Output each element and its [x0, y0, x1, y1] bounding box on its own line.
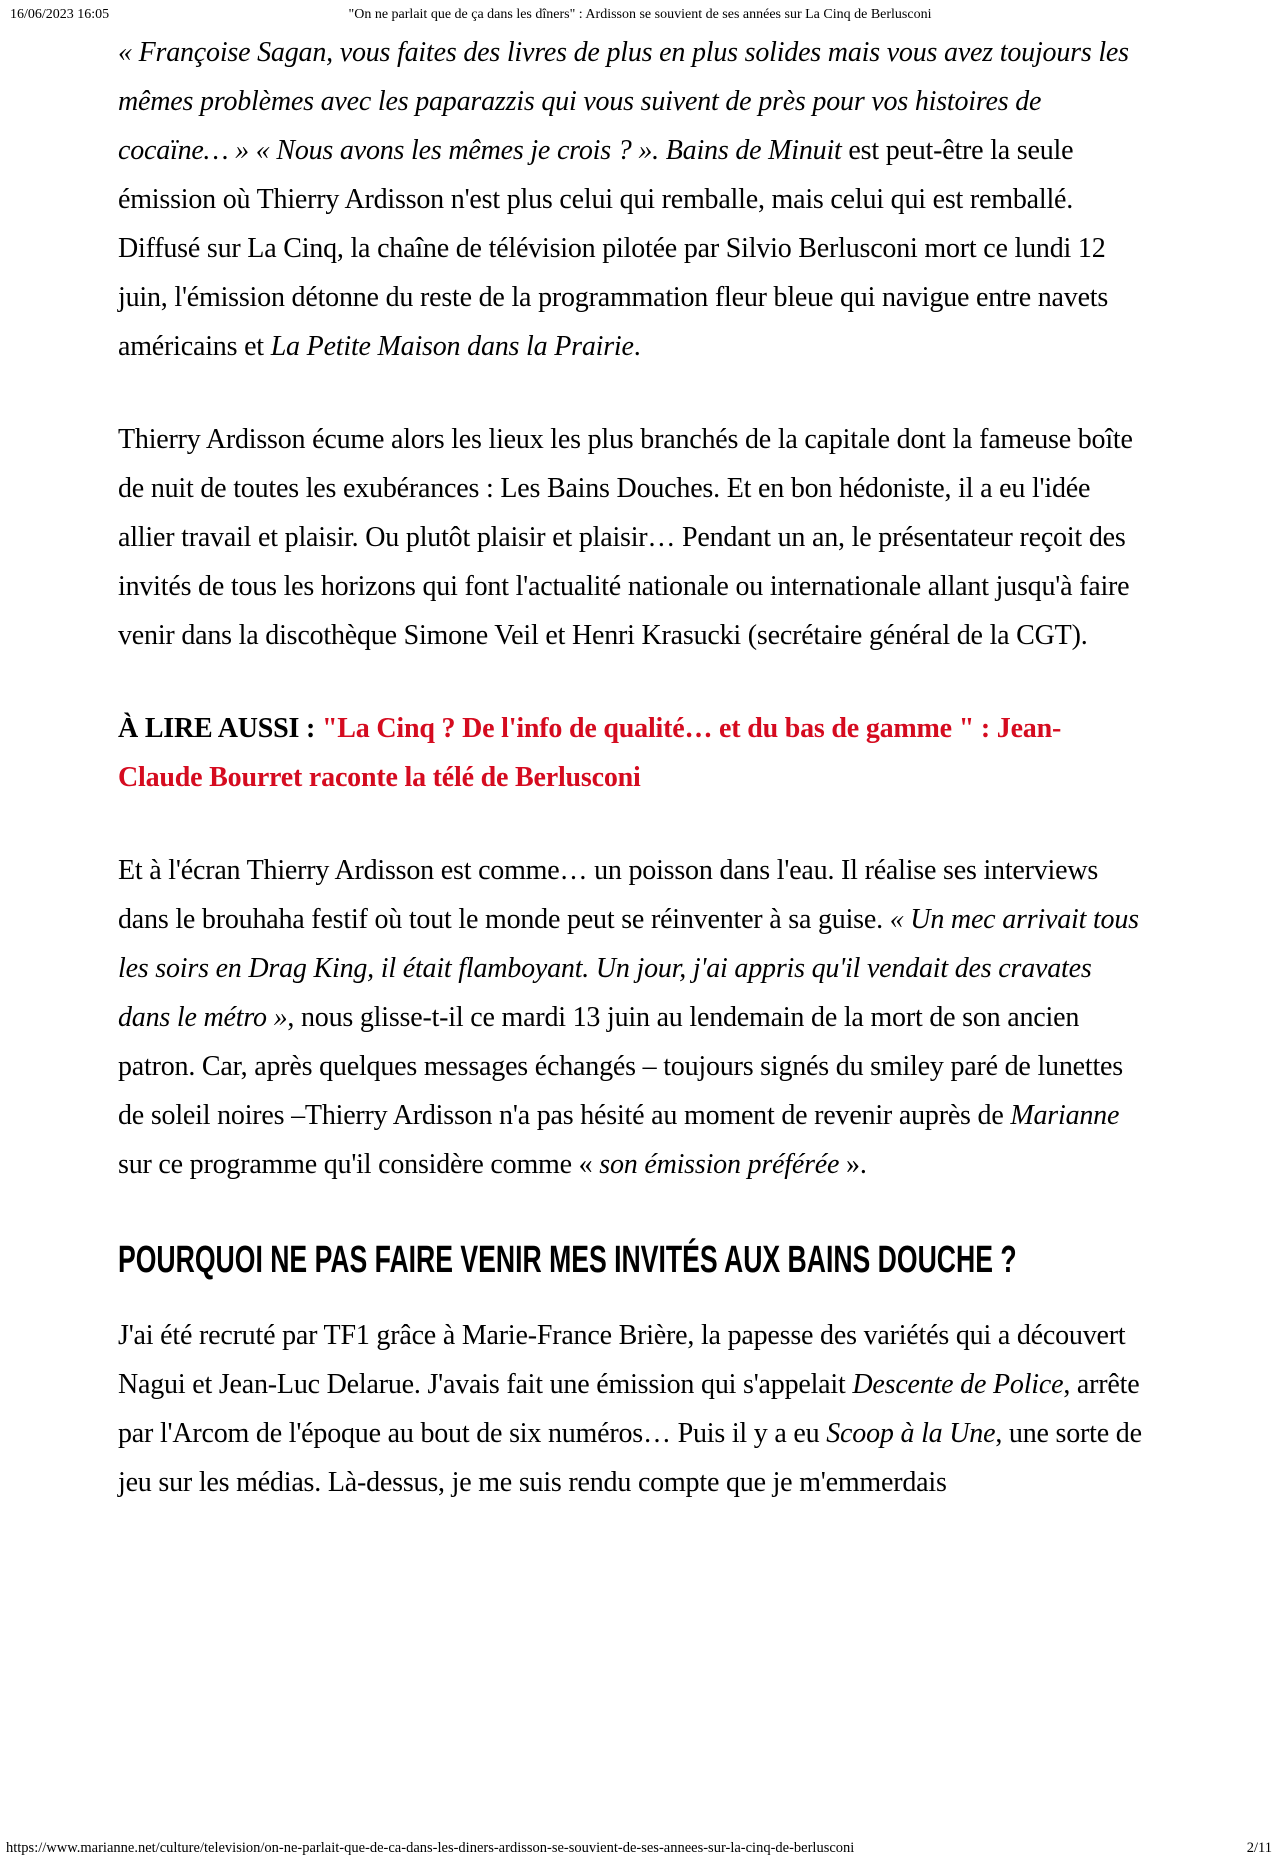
read-also-link[interactable]: "La Cinq ? De l'info de qualité… et du bas de gamme " : Jean-Claude Bourret raconte la télé de Berlusconi [118, 713, 1062, 793]
text-run: son émission préférée [599, 1149, 840, 1180]
page-number: 2/11 [1246, 1840, 1272, 1856]
print-datetime: 16/06/2023 16:05 [10, 7, 110, 22]
text-run: Et à l'écran Thierry Ardisson est comme… un poisson dans l'eau. Il réalise ses interviews dans le brouhaha festif où tout le monde peut se réinventer à sa guise. [118, 855, 1099, 935]
text-run: , nous glisse-t-il ce mardi 13 juin au lendemain de la mort de son ancien patron. Car, après quelques messages échangés – toujours signés du smiley paré de lunettes de soleil noires –Thierry Ardisson n'a pas hésité au moment de revenir auprès de [118, 1002, 1123, 1131]
article-paragraph [118, 846, 1142, 1189]
section-heading-text: POURQUOI NE PAS FAIRE VENIR MES INVITÉS AUX BAINS DOUCHE ? [118, 1239, 1017, 1281]
text-run: Thierry Ardisson écume alors les lieux les plus branchés de la capitale dont la fameuse boîte de nuit de toutes les exubérances : Les Bains Douches. Et en bon hédoniste, il a eu l'idée allier travail et plaisir. Ou plutôt plaisir et plaisir… Pendant un an, le présentateur reçoit des invités de tous les horizons qui font l'actualité nationale ou internationale allant jusqu'à faire venir dans la discothèque Simone Veil et Henri Krasucki (secrétaire général de la CGT). [118, 424, 1133, 651]
text-run: Scoop à la Une [826, 1418, 996, 1449]
text-run: La Petite Maison dans la Prairie [270, 331, 634, 362]
text-run: ». [839, 1149, 867, 1180]
article-body [118, 28, 1142, 1551]
section-heading [118, 1239, 1142, 1281]
text-run: , une sorte de jeu sur les médias. Là-dessus, je me suis rendu compte que je m'emmerdais [118, 1418, 1142, 1498]
text-run: À LIRE AUSSI : [118, 713, 322, 744]
source-url: https://www.marianne.net/culture/television/on-ne-parlait-que-de-ca-dans-les-diners-ardisson-se-souvient-de-ses-annees-sur-la-cinq-de-berlusconi [6, 1840, 855, 1856]
read-also-block [118, 704, 1142, 802]
text-run: , arrête par l'Arcom de l'époque au bout de six numéros… Puis il y a eu [118, 1369, 1140, 1449]
text-run: J'ai été recruté par TF1 grâce à Marie-France Brière, la papesse des variétés qui a découvert Nagui et Jean-Luc Delarue. J'avais fait une émission qui s'appelait [118, 1320, 1126, 1400]
print-document-title: "On ne parlait que de ça dans les dîners" : Ardisson se souvient de ses années sur La Cinq de Berlusconi [348, 7, 932, 22]
text-run: Descente de Police [852, 1369, 1064, 1400]
text-run: Bains de Minuit [665, 135, 842, 166]
text-run: « Françoise Sagan, vous faites des livres de plus en plus solides mais vous avez toujours les mêmes problèmes avec les paparazzis qui vous suivent de près pour vos histoires de cocaïne… » « Nous avons les mêmes je crois ? ». [118, 37, 1129, 166]
article-paragraph [118, 415, 1142, 660]
text-run: « Un mec arrivait tous les soirs en Drag King, il était flamboyant. Un jour, j'ai appris qu'il vendait des cravates dans le métro » [118, 904, 1139, 1033]
text-run: Marianne [1010, 1100, 1120, 1131]
article-paragraph [118, 1311, 1142, 1507]
text-run: . [633, 331, 641, 362]
text-run: sur ce programme qu'il considère comme « [118, 1149, 600, 1180]
print-header [10, 6, 1270, 26]
intro-quote-paragraph [118, 28, 1142, 371]
text-run: est peut-être la seule émission où Thierry Ardisson n'est plus celui qui remballe, mais celui qui est remballé. Diffusé sur La Cinq, la chaîne de télévision pilotée par Silvio Berlusconi mort ce lundi 12 juin, l'émission détonne du reste de la programmation fleur bleue qui navigue entre navets américains et [118, 135, 1109, 362]
